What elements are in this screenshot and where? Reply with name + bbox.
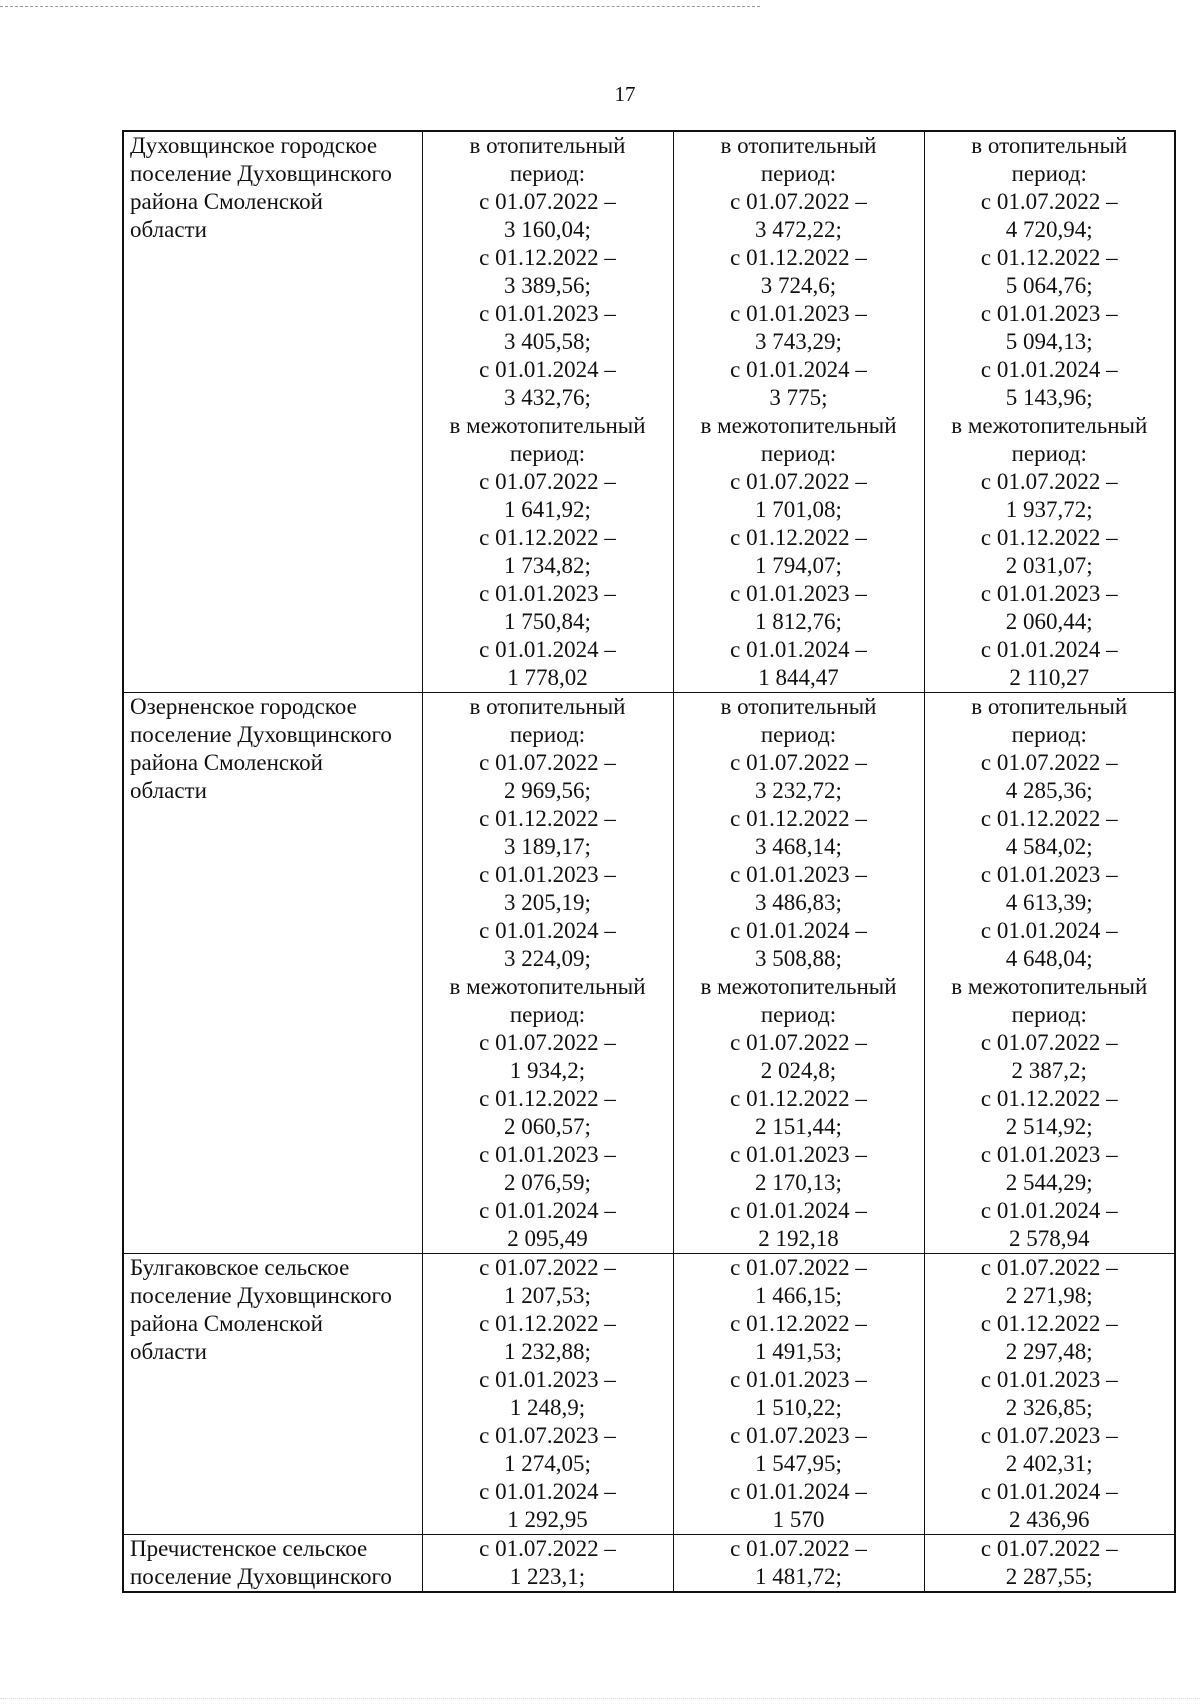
text-line: 3 205,19; — [504, 890, 591, 915]
text-line: с 01.12.2022 – — [980, 1086, 1118, 1111]
text-line: с 01.01.2024 – — [730, 1479, 867, 1504]
text-line: 2 297,48; — [1005, 1339, 1093, 1364]
text-line: с 01.12.2022 – — [479, 245, 616, 270]
text-line: района Смоленской — [130, 1311, 323, 1336]
text-line: 3 743,29; — [755, 329, 842, 354]
text-line: с 01.12.2022 – — [479, 806, 616, 831]
text-line: 3 389,56; — [504, 273, 591, 298]
text-line: с 01.01.2024 – — [479, 1198, 616, 1223]
tariff-cell — [422, 693, 673, 1254]
text-line: поселение Духовщинского — [130, 722, 392, 747]
text-line: с 01.01.2023 – — [980, 581, 1118, 606]
text-line: 4 584,02; — [1005, 834, 1093, 859]
text-line: с 01.01.2024 – — [730, 918, 867, 943]
tariff-table — [122, 130, 1176, 1593]
settlement-name-cell — [123, 131, 422, 693]
settlement-name-cell — [123, 1535, 422, 1593]
table-row — [123, 131, 1175, 693]
text-line: поселение Духовщинского — [130, 1564, 392, 1589]
text-line: период: — [509, 722, 586, 747]
text-line: с 01.01.2024 – — [479, 1479, 616, 1504]
text-line: с 01.01.2023 – — [730, 1142, 867, 1167]
text-line: с 01.01.2023 – — [730, 581, 867, 606]
text-line: с 01.12.2022 – — [730, 245, 867, 270]
text-line: 2 060,57; — [504, 1114, 591, 1139]
text-line: 1 701,08; — [755, 497, 842, 522]
text-line: с 01.01.2023 – — [730, 1367, 867, 1392]
text-line: с 01.01.2024 – — [479, 637, 616, 662]
text-line: в межотопительный — [951, 413, 1148, 438]
text-line: с 01.01.2024 – — [479, 918, 616, 943]
text-line: с 01.01.2024 – — [980, 1479, 1118, 1504]
tariff-cell — [924, 1254, 1175, 1535]
text-line: с 01.07.2022 – — [479, 189, 616, 214]
text-line: в межотопительный — [449, 413, 646, 438]
settlement-name-cell — [123, 693, 422, 1254]
text-line: 2 192,18 — [758, 1226, 839, 1251]
text-line: период: — [760, 161, 837, 186]
text-line: в отопительный — [469, 694, 626, 719]
tariff-cell — [422, 1254, 673, 1535]
tariff-cell — [422, 1535, 673, 1593]
tariff-cell — [422, 131, 673, 693]
text-line: района Смоленской — [130, 189, 323, 214]
text-line: 2 024,8; — [760, 1058, 837, 1083]
text-line: 2 436,96 — [1009, 1507, 1090, 1532]
text-line: с 01.01.2023 – — [479, 1142, 616, 1167]
text-line: 4 720,94; — [1005, 217, 1093, 242]
text-line: поселение Духовщинского — [130, 1283, 392, 1308]
text-line: период: — [1011, 1002, 1087, 1027]
text-line: с 01.01.2023 – — [980, 862, 1118, 887]
text-line: с 01.07.2022 – — [980, 469, 1118, 494]
text-line: 2 326,85; — [1005, 1395, 1093, 1420]
text-line: 1 223,1; — [509, 1564, 586, 1589]
text-line: 3 775; — [769, 385, 828, 410]
tariff-cell — [924, 131, 1175, 693]
text-line: 2 514,92; — [1005, 1114, 1093, 1139]
text-line: 1 844,47 — [758, 665, 839, 690]
text-line: с 01.01.2024 – — [980, 357, 1118, 382]
text-line: 1 794,07; — [755, 553, 842, 578]
text-line: Духовщинское городское — [130, 133, 378, 158]
text-line: с 01.12.2022 – — [479, 1311, 616, 1336]
text-line: в межотопительный — [700, 413, 897, 438]
text-line: с 01.01.2023 – — [980, 301, 1118, 326]
text-line: с 01.07.2022 – — [980, 1255, 1118, 1280]
text-line: 2 110,27 — [1009, 665, 1090, 690]
tariff-cell — [673, 1254, 924, 1535]
text-line: Булгаковское сельское — [130, 1255, 350, 1280]
text-line: поселение Духовщинского — [130, 161, 392, 186]
text-line: 3 224,09; — [504, 946, 591, 971]
text-line: с 01.01.2023 – — [980, 1367, 1118, 1392]
text-line: 1 466,15; — [755, 1283, 842, 1308]
text-line: в межотопительный — [449, 974, 646, 999]
text-line: с 01.07.2022 – — [479, 1536, 616, 1561]
text-line: с 01.12.2022 – — [980, 245, 1118, 270]
text-line: с 01.01.2024 – — [980, 1198, 1118, 1223]
text-line: 3 468,14; — [755, 834, 842, 859]
text-line: период: — [760, 441, 837, 466]
text-line: 5 143,96; — [1005, 385, 1093, 410]
text-line: с 01.01.2023 – — [730, 862, 867, 887]
text-line: с 01.07.2022 – — [730, 1255, 867, 1280]
text-line: в отопительный — [720, 694, 877, 719]
text-line: 2 076,59; — [504, 1170, 591, 1195]
text-line: с 01.07.2022 – — [730, 1536, 867, 1561]
text-line: с 01.01.2024 – — [730, 637, 867, 662]
text-line: 3 160,04; — [504, 217, 591, 242]
text-line: 1 937,72; — [1005, 497, 1093, 522]
text-line: с 01.12.2022 – — [730, 1311, 867, 1336]
text-line: период: — [760, 1002, 837, 1027]
table-body — [123, 131, 1175, 1592]
tariff-cell — [673, 693, 924, 1254]
text-line: в отопительный — [971, 133, 1128, 158]
text-line: с 01.12.2022 – — [730, 806, 867, 831]
text-line: 2 287,55; — [1005, 1564, 1093, 1589]
table-row — [123, 1254, 1175, 1535]
text-line: 4 613,39; — [1005, 890, 1093, 915]
text-line: области — [130, 778, 207, 803]
text-line: 1 292,95 — [507, 1507, 588, 1532]
text-line: с 01.01.2024 – — [980, 918, 1118, 943]
text-line: 3 724,6; — [760, 273, 837, 298]
text-line: 1 232,88; — [504, 1339, 591, 1364]
settlement-name-cell — [123, 1254, 422, 1535]
text-line: 5 064,76; — [1005, 273, 1093, 298]
text-line: 4 648,04; — [1005, 946, 1093, 971]
text-line: период: — [1011, 441, 1087, 466]
text-line: 2 170,13; — [755, 1170, 842, 1195]
text-line: с 01.07.2023 – — [479, 1423, 616, 1448]
text-line: с 01.07.2022 – — [479, 1030, 616, 1055]
text-line: 2 271,98; — [1005, 1283, 1093, 1308]
text-line: 3 232,72; — [755, 778, 842, 803]
text-line: 3 472,22; — [755, 217, 842, 242]
text-line: период: — [509, 161, 586, 186]
text-line: 1 570 — [772, 1507, 825, 1532]
text-line: с 01.07.2022 – — [730, 469, 867, 494]
text-line: период: — [1011, 722, 1087, 747]
text-line: с 01.01.2024 – — [980, 637, 1118, 662]
text-line: с 01.12.2022 – — [479, 525, 616, 550]
text-line: 1 248,9; — [509, 1395, 586, 1420]
text-line: 1 207,53; — [504, 1283, 591, 1308]
text-line: с 01.07.2022 – — [980, 1536, 1118, 1561]
text-line: 1 812,76; — [755, 609, 842, 634]
text-line: 3 508,88; — [755, 946, 842, 971]
text-line: в отопительный — [971, 694, 1128, 719]
text-line: с 01.07.2022 – — [730, 1030, 867, 1055]
text-line: 3 405,58; — [504, 329, 591, 354]
text-line: с 01.01.2023 – — [479, 301, 616, 326]
text-line: с 01.07.2022 – — [730, 189, 867, 214]
text-line: 2 031,07; — [1005, 553, 1093, 578]
text-line: 2 544,29; — [1005, 1170, 1093, 1195]
text-line: 2 578,94 — [1009, 1226, 1090, 1251]
text-line: 5 094,13; — [1005, 329, 1093, 354]
text-line: период: — [509, 1002, 586, 1027]
text-line: с 01.01.2023 – — [479, 862, 616, 887]
text-line: 1 510,22; — [755, 1395, 842, 1420]
scan-top-edge — [0, 6, 760, 7]
text-line: 1 641,92; — [504, 497, 591, 522]
text-line: с 01.01.2023 – — [479, 581, 616, 606]
text-line: с 01.07.2022 – — [980, 189, 1118, 214]
text-line: с 01.07.2023 – — [980, 1423, 1118, 1448]
text-line: с 01.01.2023 – — [479, 1367, 616, 1392]
text-line: с 01.12.2022 – — [980, 525, 1118, 550]
text-line: 3 486,83; — [755, 890, 842, 915]
text-line: в отопительный — [469, 133, 626, 158]
text-line: области — [130, 217, 207, 242]
table-row — [123, 1535, 1175, 1593]
table-row — [123, 693, 1175, 1254]
text-line: 2 969,56; — [504, 778, 591, 803]
text-line: с 01.07.2023 – — [730, 1423, 867, 1448]
text-line: с 01.07.2022 – — [479, 469, 616, 494]
text-line: Пречистенское сельское — [130, 1536, 368, 1561]
text-line: 1 491,53; — [755, 1339, 842, 1364]
text-line: области — [130, 1339, 207, 1364]
text-line: с 01.01.2023 – — [730, 301, 867, 326]
text-line: с 01.12.2022 – — [730, 525, 867, 550]
text-line: 1 274,05; — [504, 1451, 591, 1476]
page-number: 17 — [614, 82, 636, 106]
text-line: период: — [1011, 161, 1087, 186]
text-line: с 01.07.2022 – — [479, 1255, 616, 1280]
text-line: 2 402,31; — [1005, 1451, 1093, 1476]
text-line: 1 934,2; — [509, 1058, 586, 1083]
text-line: с 01.01.2024 – — [730, 1198, 867, 1223]
text-line: с 01.07.2022 – — [479, 750, 616, 775]
text-line: Озерненское городское — [130, 694, 357, 719]
text-line: 2 151,44; — [755, 1114, 842, 1139]
text-line: 2 387,2; — [1011, 1058, 1087, 1083]
text-line: с 01.07.2022 – — [730, 750, 867, 775]
text-line: 3 189,17; — [504, 834, 591, 859]
text-line: 1 734,82; — [504, 553, 591, 578]
text-line: в отопительный — [720, 133, 877, 158]
text-line: с 01.07.2022 – — [980, 750, 1118, 775]
text-line: 4 285,36; — [1005, 778, 1093, 803]
tariff-cell — [673, 1535, 924, 1593]
text-line: с 01.12.2022 – — [980, 1311, 1118, 1336]
text-line: 1 750,84; — [504, 609, 591, 634]
text-line: 1 778,02 — [507, 665, 588, 690]
scan-bottom-edge — [0, 1698, 1200, 1699]
tariff-cell — [924, 1535, 1175, 1593]
text-line: с 01.07.2022 – — [980, 1030, 1118, 1055]
text-line: 2 095,49 — [507, 1226, 588, 1251]
text-line: в межотопительный — [700, 974, 897, 999]
text-line: период: — [509, 441, 586, 466]
text-line: 1 547,95; — [755, 1451, 842, 1476]
text-line: 1 481,72; — [755, 1564, 842, 1589]
text-line: 2 060,44; — [1005, 609, 1093, 634]
text-line: с 01.12.2022 – — [730, 1086, 867, 1111]
text-line: период: — [760, 722, 837, 747]
tariff-cell — [924, 693, 1175, 1254]
text-line: с 01.01.2024 – — [730, 357, 867, 382]
text-line: района Смоленской — [130, 750, 323, 775]
text-line: с 01.01.2023 – — [980, 1142, 1118, 1167]
text-line: в межотопительный — [951, 974, 1148, 999]
tariff-cell — [673, 131, 924, 693]
text-line: с 01.12.2022 – — [980, 806, 1118, 831]
text-line: с 01.12.2022 – — [479, 1086, 616, 1111]
text-line: 3 432,76; — [504, 385, 591, 410]
text-line: с 01.01.2024 – — [479, 357, 616, 382]
